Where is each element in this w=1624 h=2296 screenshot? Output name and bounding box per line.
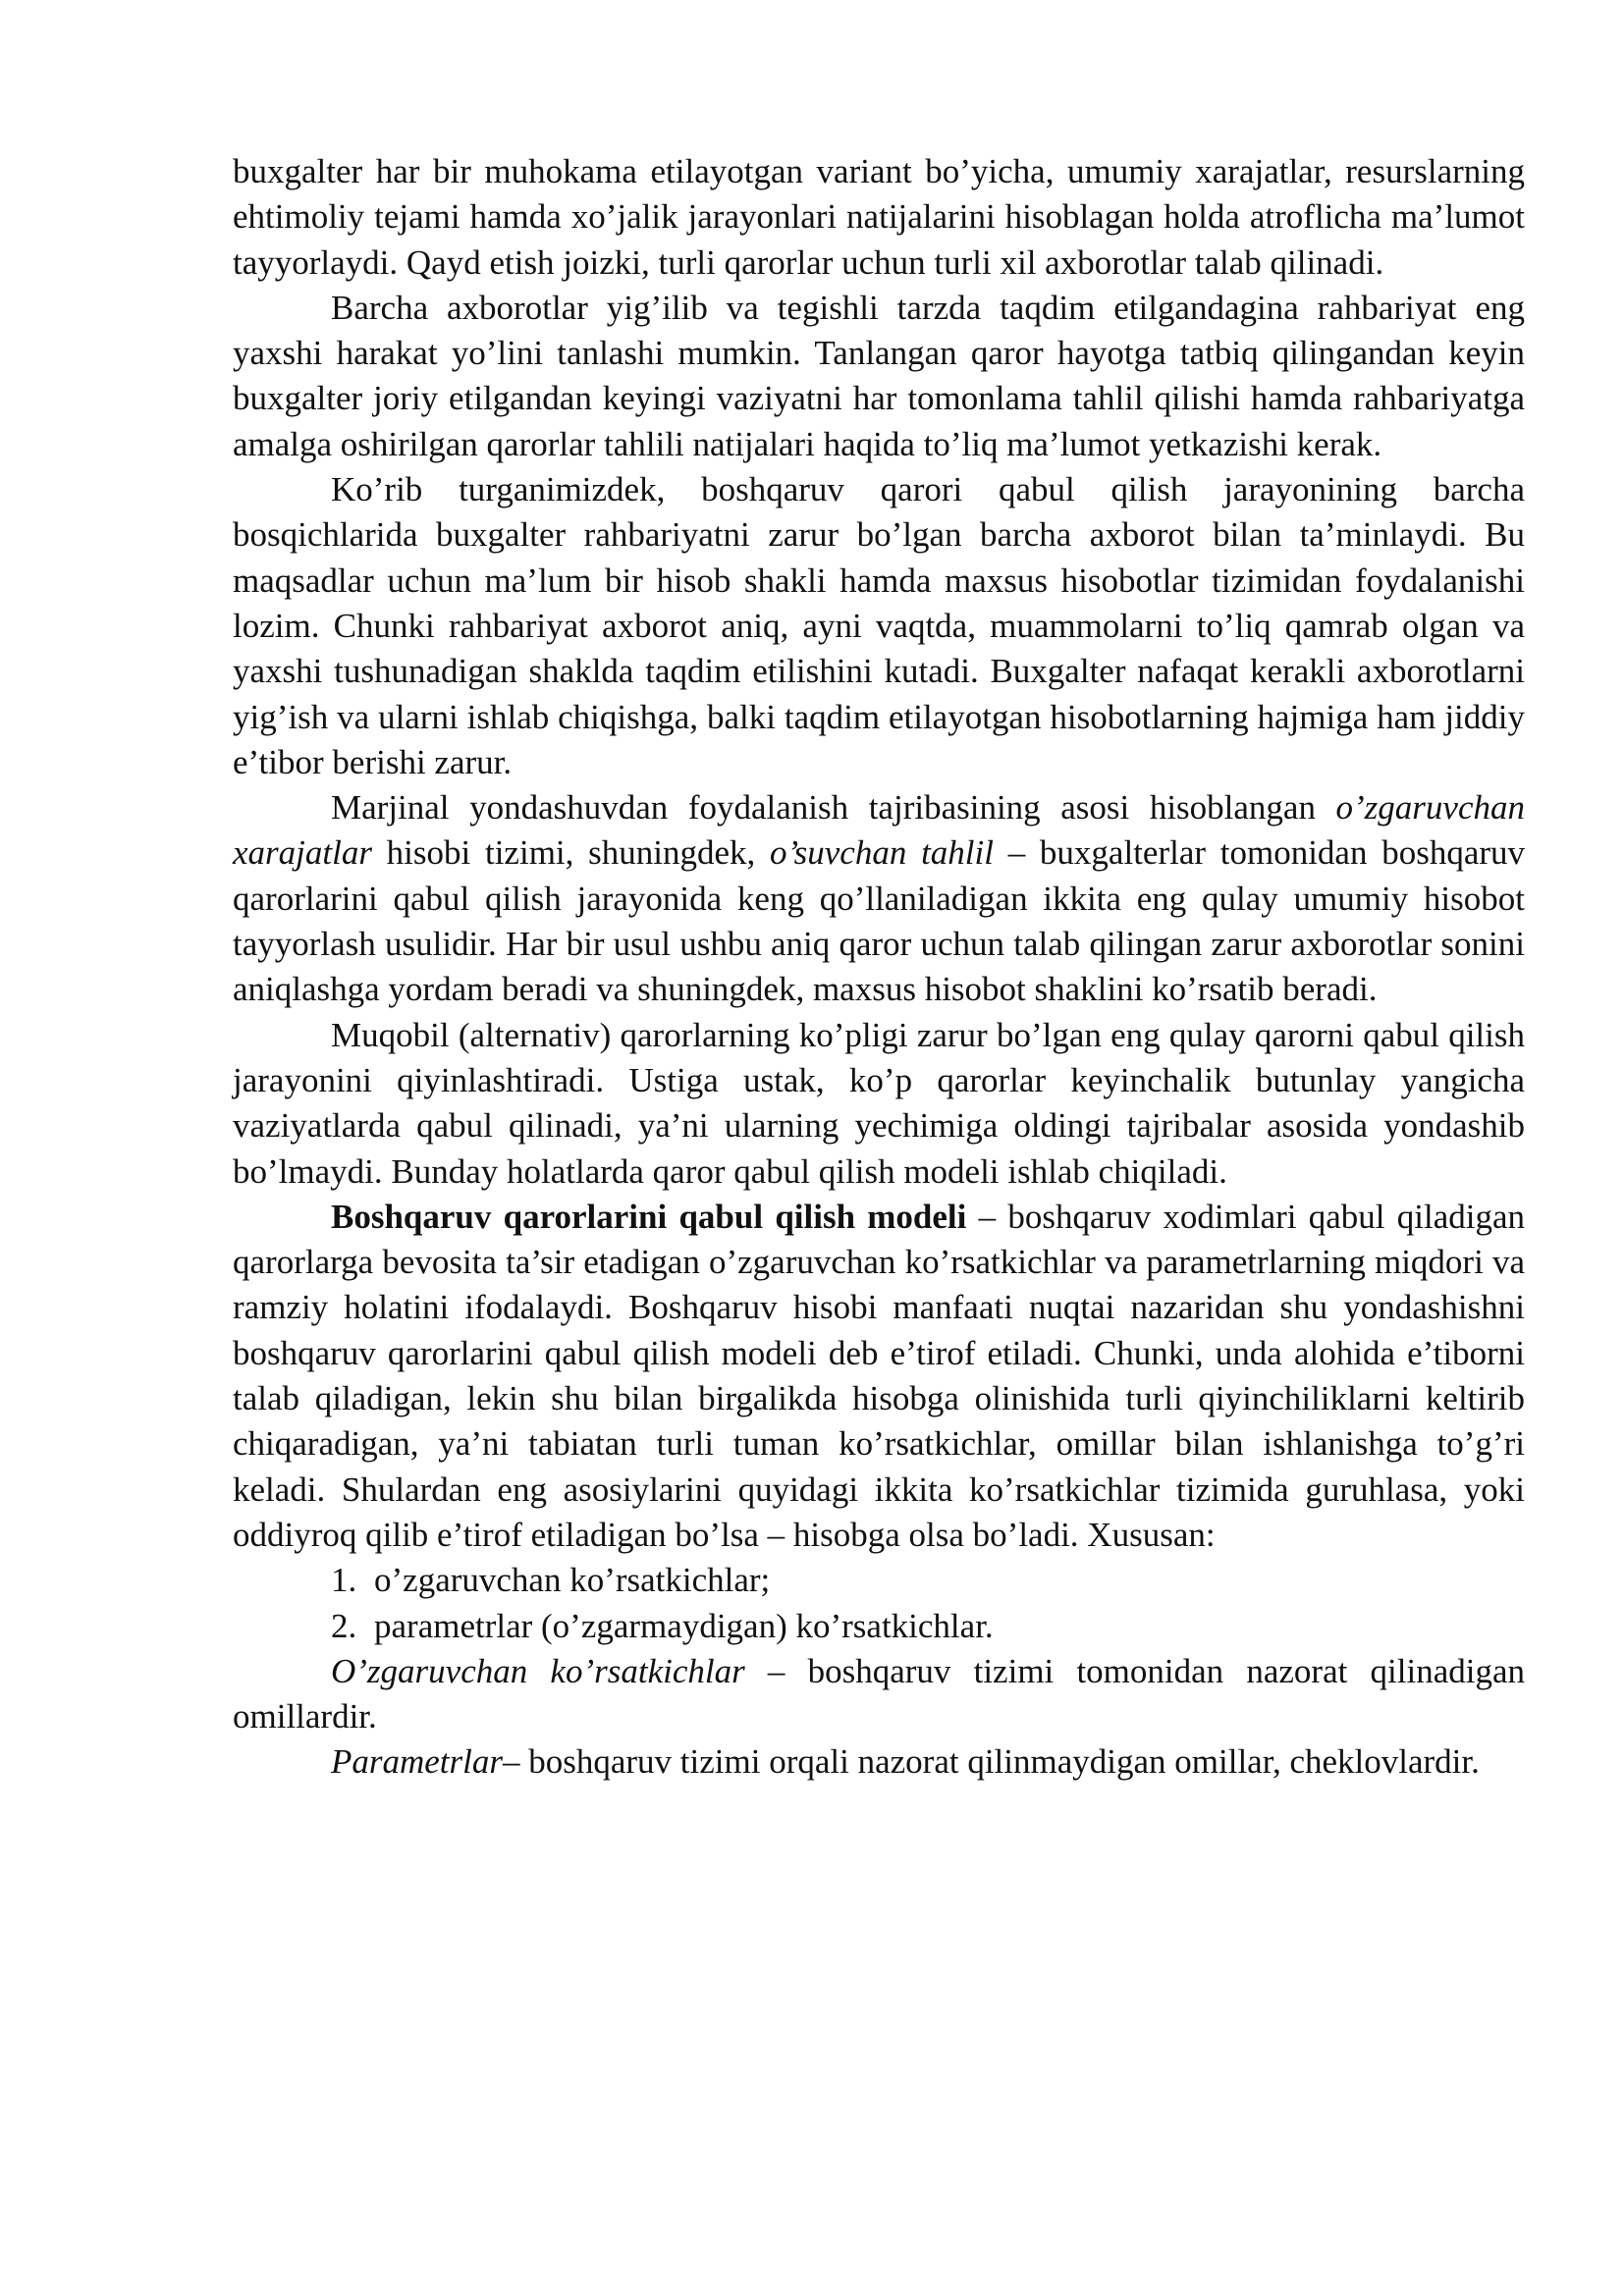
paragraph-2 xyxy=(233,286,1525,467)
term-variable-indicators: O’zgaruvchan ko’rsatkichlar xyxy=(331,1651,745,1690)
list-item-1 xyxy=(233,1558,1525,1603)
list-item-text: o’zgaruvchan ko’rsatkichlar; xyxy=(374,1561,771,1600)
paragraph-8-text: – boshqaruv tizimi orqali nazorat qilinmaydigan omillar, cheklovlardir. xyxy=(503,1742,1480,1782)
paragraph-4 xyxy=(233,785,1525,1012)
paragraph-8 xyxy=(233,1739,1525,1785)
paragraph-2-text: Barcha axborotlar yig’ilib va tegishli tarzda taqdim etilgandagina rahbariyat eng yaxshi harakat yo’lini tanlashi mumkin. Tanlangan qaror hayotga tatbiq qilingandan keyin buxgalter joriy etilgandan keyingi vaziyatni har tomonlama tahlil qilishi hamda rahbariyatga amalga oshirilgan qarorlar tahlili natijalari haqida to’liq ma’lumot yetkazishi kerak. xyxy=(233,288,1525,463)
paragraph-1-text: buxgalter har bir muhokama etilayotgan variant bo’yicha, umumiy xarajatlar, resurslarning ehtimoliy tejami hamda xo’jalik jarayonlari natijalarini hisoblagan holda atroflicha ma’lumot tayyorlaydi. Qayd etish joizki, turli qarorlar uchun turli xil axborotlar talab qilinadi. xyxy=(233,152,1525,282)
list-number: 1. xyxy=(331,1561,357,1600)
paragraph-1 xyxy=(233,149,1525,286)
term-variable-costs: o’zgaruvchan xarajatlar xyxy=(233,788,1525,873)
paragraph-5-text: Muqobil (alternativ) qarorlarning ko’pligi zarur bo’lgan eng qulay qarorni qabul qilish jarayonini qiyinlashtiradi. Ustiga ustak, ko’p qarorlar keyinchalik butunlay yangicha vaziyatlarda qabul qilinadi, ya’ni ularning yechimiga oldingi tajribalar asosida yondashib bo’lmaydi. Bunday holatlarda qaror qabul qilish modeli ishlab chiqiladi. xyxy=(233,1015,1525,1191)
list-item-text: parametrlar (o’zgarmaydigan) ko’rsatkichlar. xyxy=(374,1606,994,1645)
paragraph-4-text-e: – buxgalterlar tomonidan boshqaruv qarorlarini qabul qilish jarayonida keng qo’llaniladigan ikkita eng qulay umumiy hisobot tayyorlash usulidir. Har bir usul ushbu aniq qaror uchun talab qilingan zarur axborotlar sonini aniqlashga yordam beradi va shuningdek, maxsus hisobot shaklini ko’rsatib beradi. xyxy=(233,833,1526,1009)
paragraph-6 xyxy=(233,1195,1525,1558)
list-item-2 xyxy=(233,1604,1525,1649)
paragraph-7 xyxy=(233,1649,1525,1740)
term-parameters: Parametrlar xyxy=(331,1742,503,1782)
paragraph-4-text-c: hisobi tizimi, shuningdek, xyxy=(371,833,770,873)
paragraph-7-text: – boshqaruv tizimi tomonidan nazorat qilinadigan omillardir. xyxy=(233,1651,1525,1736)
paragraph-6-text: – boshqaruv xodimlari qabul qiladigan qarorlarga bevosita ta’sir etadigan o’zgaruvchan ko’rsatkichlar va parametrlarning miqdori va ramziy holatini ifodalaydi. Boshqaruv hisobi manfaati nuqtai nazaridan shu yondashishni boshqaruv qarorlarini qabul qilish modeli deb e’tirof etiladi. Chunki, unda alohida e’tiborni talab qiladigan, lekin shu bilan birgalikda hisobga olinishida turli qiyinchiliklarni keltirib chiqaradigan, ya’ni tabiatan turli tuman ko’rsatkichlar, omillar bilan ishlanishga to’g’ri keladi. Shulardan eng asosiylarini quyidagi ikkita ko’rsatkichlar tizimida guruhlasa, yoki oddiyroq qilib e’tirof etiladigan bo’lsa – hisobga olsa bo’ladi. Xususan: xyxy=(233,1197,1525,1554)
list-number: 2. xyxy=(331,1606,357,1645)
paragraph-5 xyxy=(233,1013,1525,1195)
paragraph-4-text-a: Marjinal yondashuvdan foydalanish tajribasining asosi hisoblangan xyxy=(331,788,1336,828)
term-incremental-analysis: o’suvchan tahlil xyxy=(770,833,994,873)
paragraph-3-text: Ko’rib turganimizdek, boshqaruv qarori qabul qilish jarayonining barcha bosqichlarida buxgalter rahbariyatni zarur bo’lgan barcha axborot bilan ta’minlaydi. Bu maqsadlar uchun ma’lum bir hisob shakli hamda maxsus hisobotlar tizimidan foydalanishi lozim. Chunki rahbariyat axborot aniq, ayni vaqtda, muammolarni to’liq qamrab olgan va yaxshi tushunadigan shaklda taqdim etilishini kutadi. Buxgalter nafaqat kerakli axborotlarni yig’ish va ularni ishlab chiqishga, balki taqdim etilayotgan hisobotlarning hajmiga ham jiddiy e’tibor berishi zarur. xyxy=(233,470,1525,781)
paragraph-3 xyxy=(233,467,1525,785)
document-page xyxy=(233,149,1525,1786)
term-decision-model: Boshqaruv qarorlarini qabul qilish modeli xyxy=(331,1197,967,1236)
